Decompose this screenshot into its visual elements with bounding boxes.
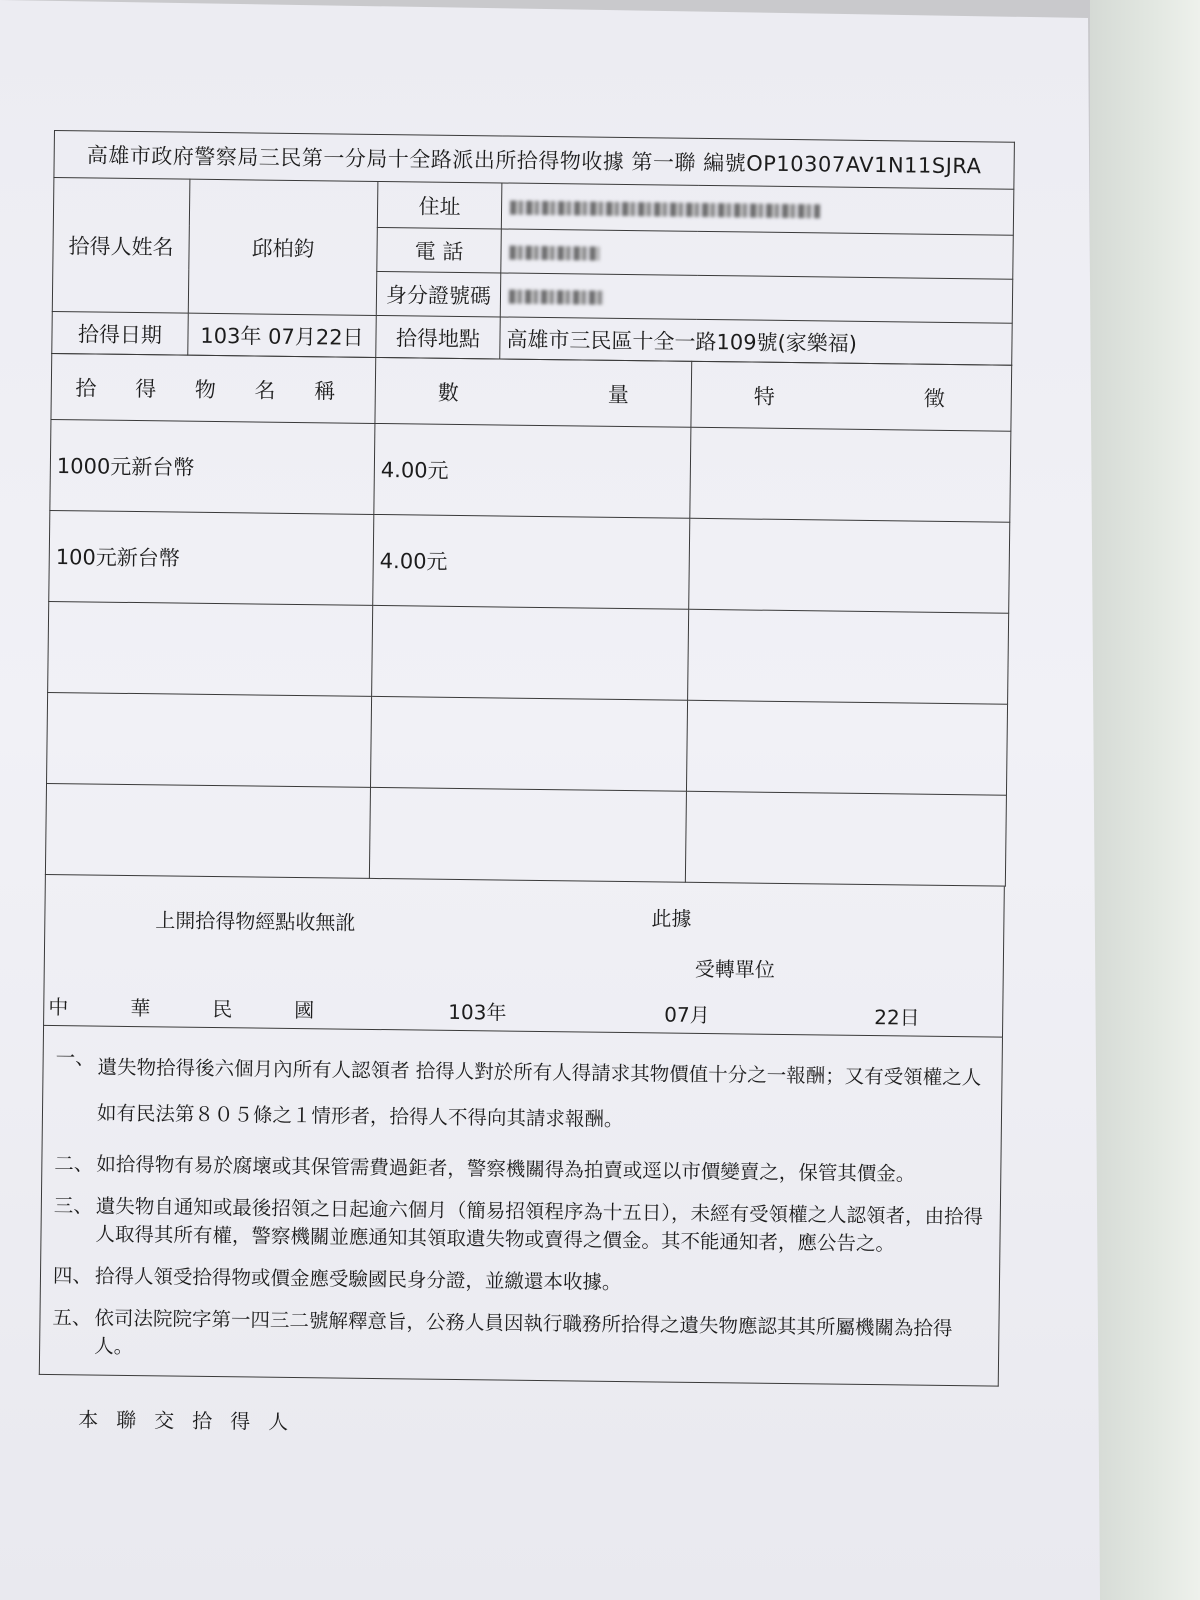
address-redacted [501, 183, 1014, 235]
receiving-unit-label: 受轉單位 [694, 956, 775, 982]
this-receipt: 此據 [651, 906, 692, 931]
feature-header-char-2: 徵 [923, 386, 945, 411]
quantity-header [375, 357, 692, 427]
note-text: 遺失物拾得後六個月內所有人認領者 拾得人對於所有人得請求其物價值十分之一報酬；又有受領權之人如有民法第８０５條之１情形者，拾得人不得向其請求報酬。 [96, 1055, 982, 1132]
finder-name: 邱柏鈞 [188, 179, 378, 315]
note-text: 如拾得物有易於腐壞或其保管需費過鉅者，警察機關得為拍賣或逕以市價變賣之，保管其價金。 [96, 1152, 916, 1186]
found-place: 高雄市三民區十全一路109號(家樂福) [500, 317, 1013, 365]
found-date-label: 拾得日期 [52, 311, 189, 355]
found-place-label: 拾得地點 [376, 315, 501, 359]
note-number: 三、 [53, 1194, 94, 1218]
receipt-year: 103年 [448, 999, 507, 1025]
receipt-table [51, 130, 1015, 366]
note-item [54, 1150, 990, 1189]
roc-char-1: 中 [48, 994, 69, 1020]
note-item [53, 1262, 989, 1301]
item-name [48, 601, 373, 696]
item-feature [685, 791, 1006, 886]
item-name: 1000元新台幣 [50, 419, 375, 514]
phone-redacted [501, 229, 1014, 279]
notes-section [39, 1026, 1003, 1387]
item-feature [686, 700, 1007, 795]
found-date: 103年 07月22日 [188, 313, 376, 357]
id-number-redacted [500, 273, 1013, 323]
feature-header-char-1: 特 [753, 384, 775, 409]
feature-header [691, 361, 1012, 431]
item-name: 100元新台幣 [49, 510, 374, 605]
item-row [47, 692, 1008, 795]
note-item [52, 1304, 989, 1371]
quantity-header-char-2: 量 [607, 382, 629, 408]
item-quantity [372, 605, 689, 700]
note-text: 遺失物自通知或最後招領之日起逾六個月（簡易招領程序為十五日），未經有受領權之人認領者，由拾得人取得其所有權，警察機關並應通知其領取遺失物或賣得之價金。其不能通知者，應公告之。 [95, 1194, 984, 1256]
item-row [50, 419, 1011, 522]
item-name [47, 692, 372, 787]
document-title: 高雄市政府警察局三民第一分局十全路派出所拾得物收據 第一聯 編號OP10307AV1N11SJRA [54, 131, 1015, 190]
item-name-header: 拾 得 物 名 稱 [51, 353, 376, 423]
note-number: 二、 [54, 1152, 94, 1176]
item-row [45, 783, 1006, 886]
receipt-confirmation [43, 875, 1005, 1038]
item-row [48, 601, 1009, 704]
item-quantity [369, 787, 686, 882]
item-name [45, 783, 370, 878]
roc-char-4: 國 [294, 998, 315, 1023]
checked-statement: 上開拾得物經點收無訛 [155, 908, 356, 935]
item-quantity [370, 696, 687, 791]
finder-name-label: 拾得人姓名 [52, 178, 190, 314]
address-label: 住址 [377, 181, 502, 229]
note-number: 一、 [55, 1046, 95, 1070]
note-text: 拾得人領受拾得物或價金應受驗國民身分證，並繳還本收據。 [94, 1264, 622, 1295]
item-quantity: 4.00元 [374, 423, 691, 518]
quantity-header-char-1: 數 [437, 380, 459, 405]
receipt-month: 07月 [664, 1002, 710, 1028]
note-number: 五、 [52, 1306, 92, 1330]
note-text: 依司法院院字第一四三二號解釋意旨，公務人員因執行職務所拾得之遺失物應認其其所屬機關為拾得人。 [94, 1306, 953, 1359]
item-feature [689, 518, 1010, 613]
background-surface [1090, 0, 1200, 1600]
note-item [55, 1044, 992, 1147]
items-table [45, 353, 1012, 887]
roc-char-3: 民 [212, 997, 233, 1022]
item-row [49, 510, 1010, 613]
item-feature [690, 427, 1011, 522]
note-number: 四、 [52, 1264, 93, 1288]
receipt-day: 22日 [874, 1005, 920, 1030]
copy-recipient-note: 本聯交拾得人 [78, 1407, 307, 1435]
note-item [53, 1192, 990, 1259]
receipt-form [38, 130, 1014, 1444]
id-number-label: 身分證號碼 [376, 271, 501, 317]
roc-char-2: 華 [130, 995, 151, 1021]
item-feature [688, 609, 1009, 704]
item-quantity: 4.00元 [373, 514, 690, 609]
phone-label: 電 話 [377, 227, 502, 273]
